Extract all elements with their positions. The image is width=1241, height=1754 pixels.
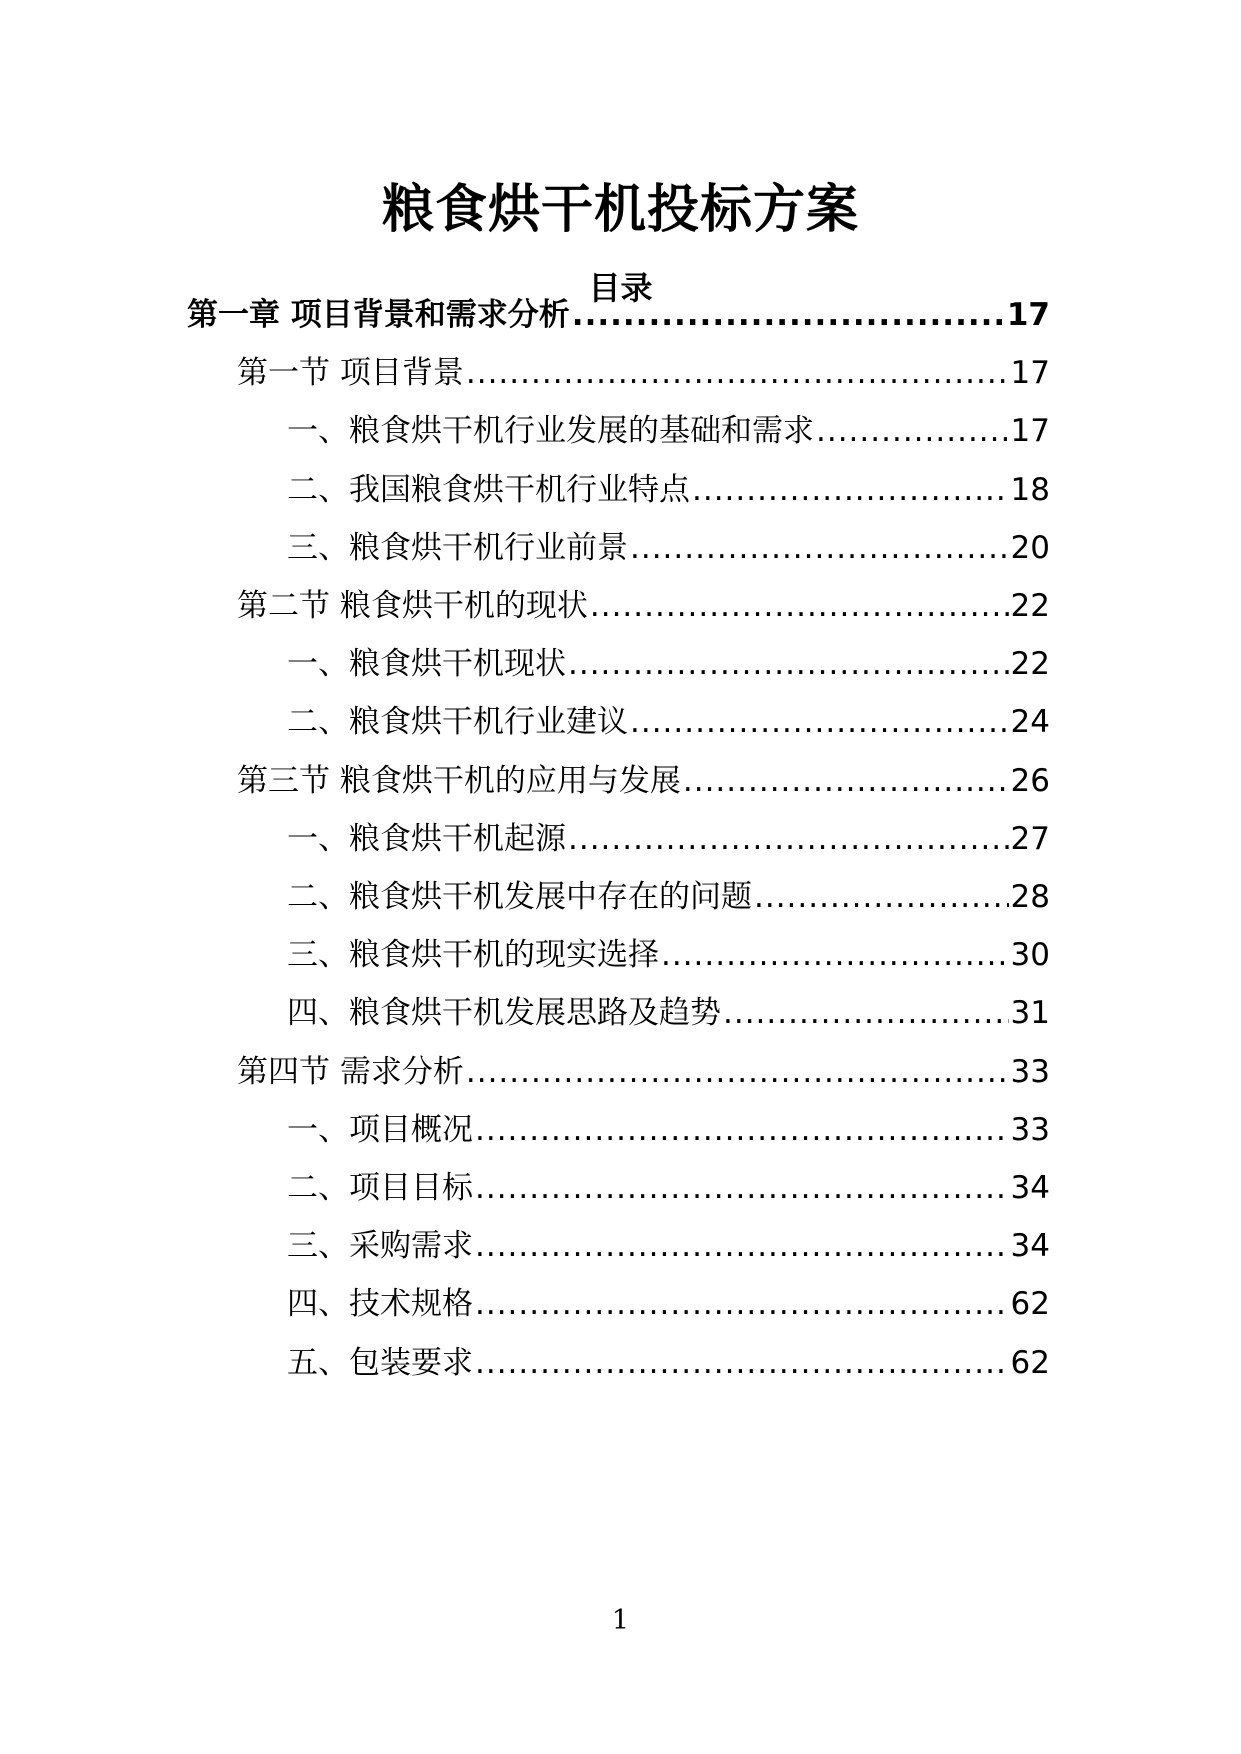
toc-entry-page: 33 — [1010, 1054, 1050, 1090]
toc-entry-page: 28 — [1010, 879, 1050, 915]
toc-entry-page: 22 — [1010, 588, 1050, 624]
page-number: 1 — [611, 1605, 630, 1636]
toc-entry[interactable] — [287, 644, 1050, 684]
toc-entry-label: 第四节 需求分析 — [237, 1054, 464, 1090]
toc-entry[interactable] — [287, 470, 1050, 510]
toc-entry-label: 二、我国粮食烘干机行业特点 — [287, 472, 690, 508]
toc-entry[interactable] — [287, 1343, 1050, 1383]
toc-entry-label: 二、粮食烘干机行业建议 — [287, 704, 628, 740]
toc-entry-page: 62 — [1010, 1345, 1050, 1381]
toc-entry-page: 33 — [1010, 1112, 1050, 1148]
toc-leader-dots — [572, 295, 1005, 335]
document-title: 粮食烘干机投标方案 — [381, 180, 859, 240]
toc-entry-page: 30 — [1010, 937, 1050, 973]
toc-entry-label: 第三节 粮食烘干机的应用与发展 — [237, 763, 681, 799]
toc-entry-label: 一、粮食烘干机起源 — [287, 821, 566, 857]
toc-leader-dots — [692, 470, 1009, 510]
toc-entry[interactable] — [287, 993, 1050, 1033]
toc-entry[interactable] — [287, 1284, 1050, 1324]
toc-entry[interactable] — [287, 411, 1050, 451]
toc-leader-dots — [475, 1343, 1009, 1383]
toc-entry-label: 三、采购需求 — [287, 1228, 473, 1264]
toc-entry[interactable] — [287, 1226, 1050, 1266]
toc-leader-dots — [590, 586, 1009, 626]
toc-entry-label: 一、粮食烘干机行业发展的基础和需求 — [287, 413, 814, 449]
toc-entry-label: 五、包装要求 — [287, 1345, 473, 1381]
toc-entry[interactable] — [237, 586, 1050, 626]
toc-entry-label: 一、项目概况 — [287, 1112, 473, 1148]
toc-leader-dots — [630, 528, 1009, 568]
toc-entry[interactable] — [287, 528, 1050, 568]
toc-entry[interactable] — [237, 1052, 1050, 1092]
toc-leader-dots — [475, 1226, 1009, 1266]
toc-entry-label: 三、粮食烘干机的现实选择 — [287, 937, 659, 973]
toc-leader-dots — [661, 935, 1009, 975]
toc-leader-dots — [475, 1110, 1009, 1150]
toc-entry-page: 17 — [1006, 297, 1050, 333]
toc-entry-page: 34 — [1010, 1228, 1050, 1264]
toc-entry-label: 四、粮食烘干机发展思路及趋势 — [287, 995, 721, 1031]
toc-entry-page: 34 — [1010, 1170, 1050, 1206]
toc-entry[interactable] — [287, 1110, 1050, 1150]
toc-leader-dots — [630, 702, 1009, 742]
toc-leader-dots — [816, 411, 1009, 451]
toc-entry-label: 二、粮食烘干机发展中存在的问题 — [287, 879, 752, 915]
toc-entry-label: 第一节 项目背景 — [237, 355, 464, 391]
toc-entry[interactable] — [287, 702, 1050, 742]
toc-heading: 目录 — [588, 269, 653, 307]
toc-leader-dots — [754, 877, 1009, 917]
toc-entry-label: 四、技术规格 — [287, 1286, 473, 1322]
toc-entry[interactable] — [287, 935, 1050, 975]
toc-entry-page: 20 — [1010, 530, 1050, 566]
toc-entry-page: 27 — [1010, 821, 1050, 857]
toc-leader-dots — [683, 761, 1009, 801]
toc-entry[interactable] — [187, 295, 1050, 335]
toc-entry[interactable] — [237, 761, 1050, 801]
toc-entry-page: 24 — [1010, 704, 1050, 740]
toc-entry-label: 三、粮食烘干机行业前景 — [287, 530, 628, 566]
toc-entry-page: 62 — [1010, 1286, 1050, 1322]
toc-leader-dots — [568, 644, 1009, 684]
toc-entry-page: 26 — [1010, 763, 1050, 799]
toc-entry[interactable] — [287, 877, 1050, 917]
toc-leader-dots — [475, 1284, 1009, 1324]
toc-entry-label: 二、项目目标 — [287, 1170, 473, 1206]
toc-leader-dots — [466, 353, 1009, 393]
toc-entry-label: 第二节 粮食烘干机的现状 — [237, 588, 588, 624]
toc-leader-dots — [723, 993, 1009, 1033]
toc-entry[interactable] — [237, 353, 1050, 393]
toc-entry-page: 17 — [1010, 355, 1050, 391]
toc-entry-page: 31 — [1010, 995, 1050, 1031]
toc-entry-page: 18 — [1010, 472, 1050, 508]
toc-leader-dots — [466, 1052, 1009, 1092]
toc-entry-page: 22 — [1010, 646, 1050, 682]
toc-leader-dots — [568, 819, 1009, 859]
toc-entry-label: 一、粮食烘干机现状 — [287, 646, 566, 682]
toc-entry[interactable] — [287, 819, 1050, 859]
toc-entry-label: 第一章 项目背景和需求分析 — [187, 297, 570, 333]
toc-entry-page: 17 — [1010, 413, 1050, 449]
toc-leader-dots — [475, 1168, 1009, 1208]
toc-entry[interactable] — [287, 1168, 1050, 1208]
